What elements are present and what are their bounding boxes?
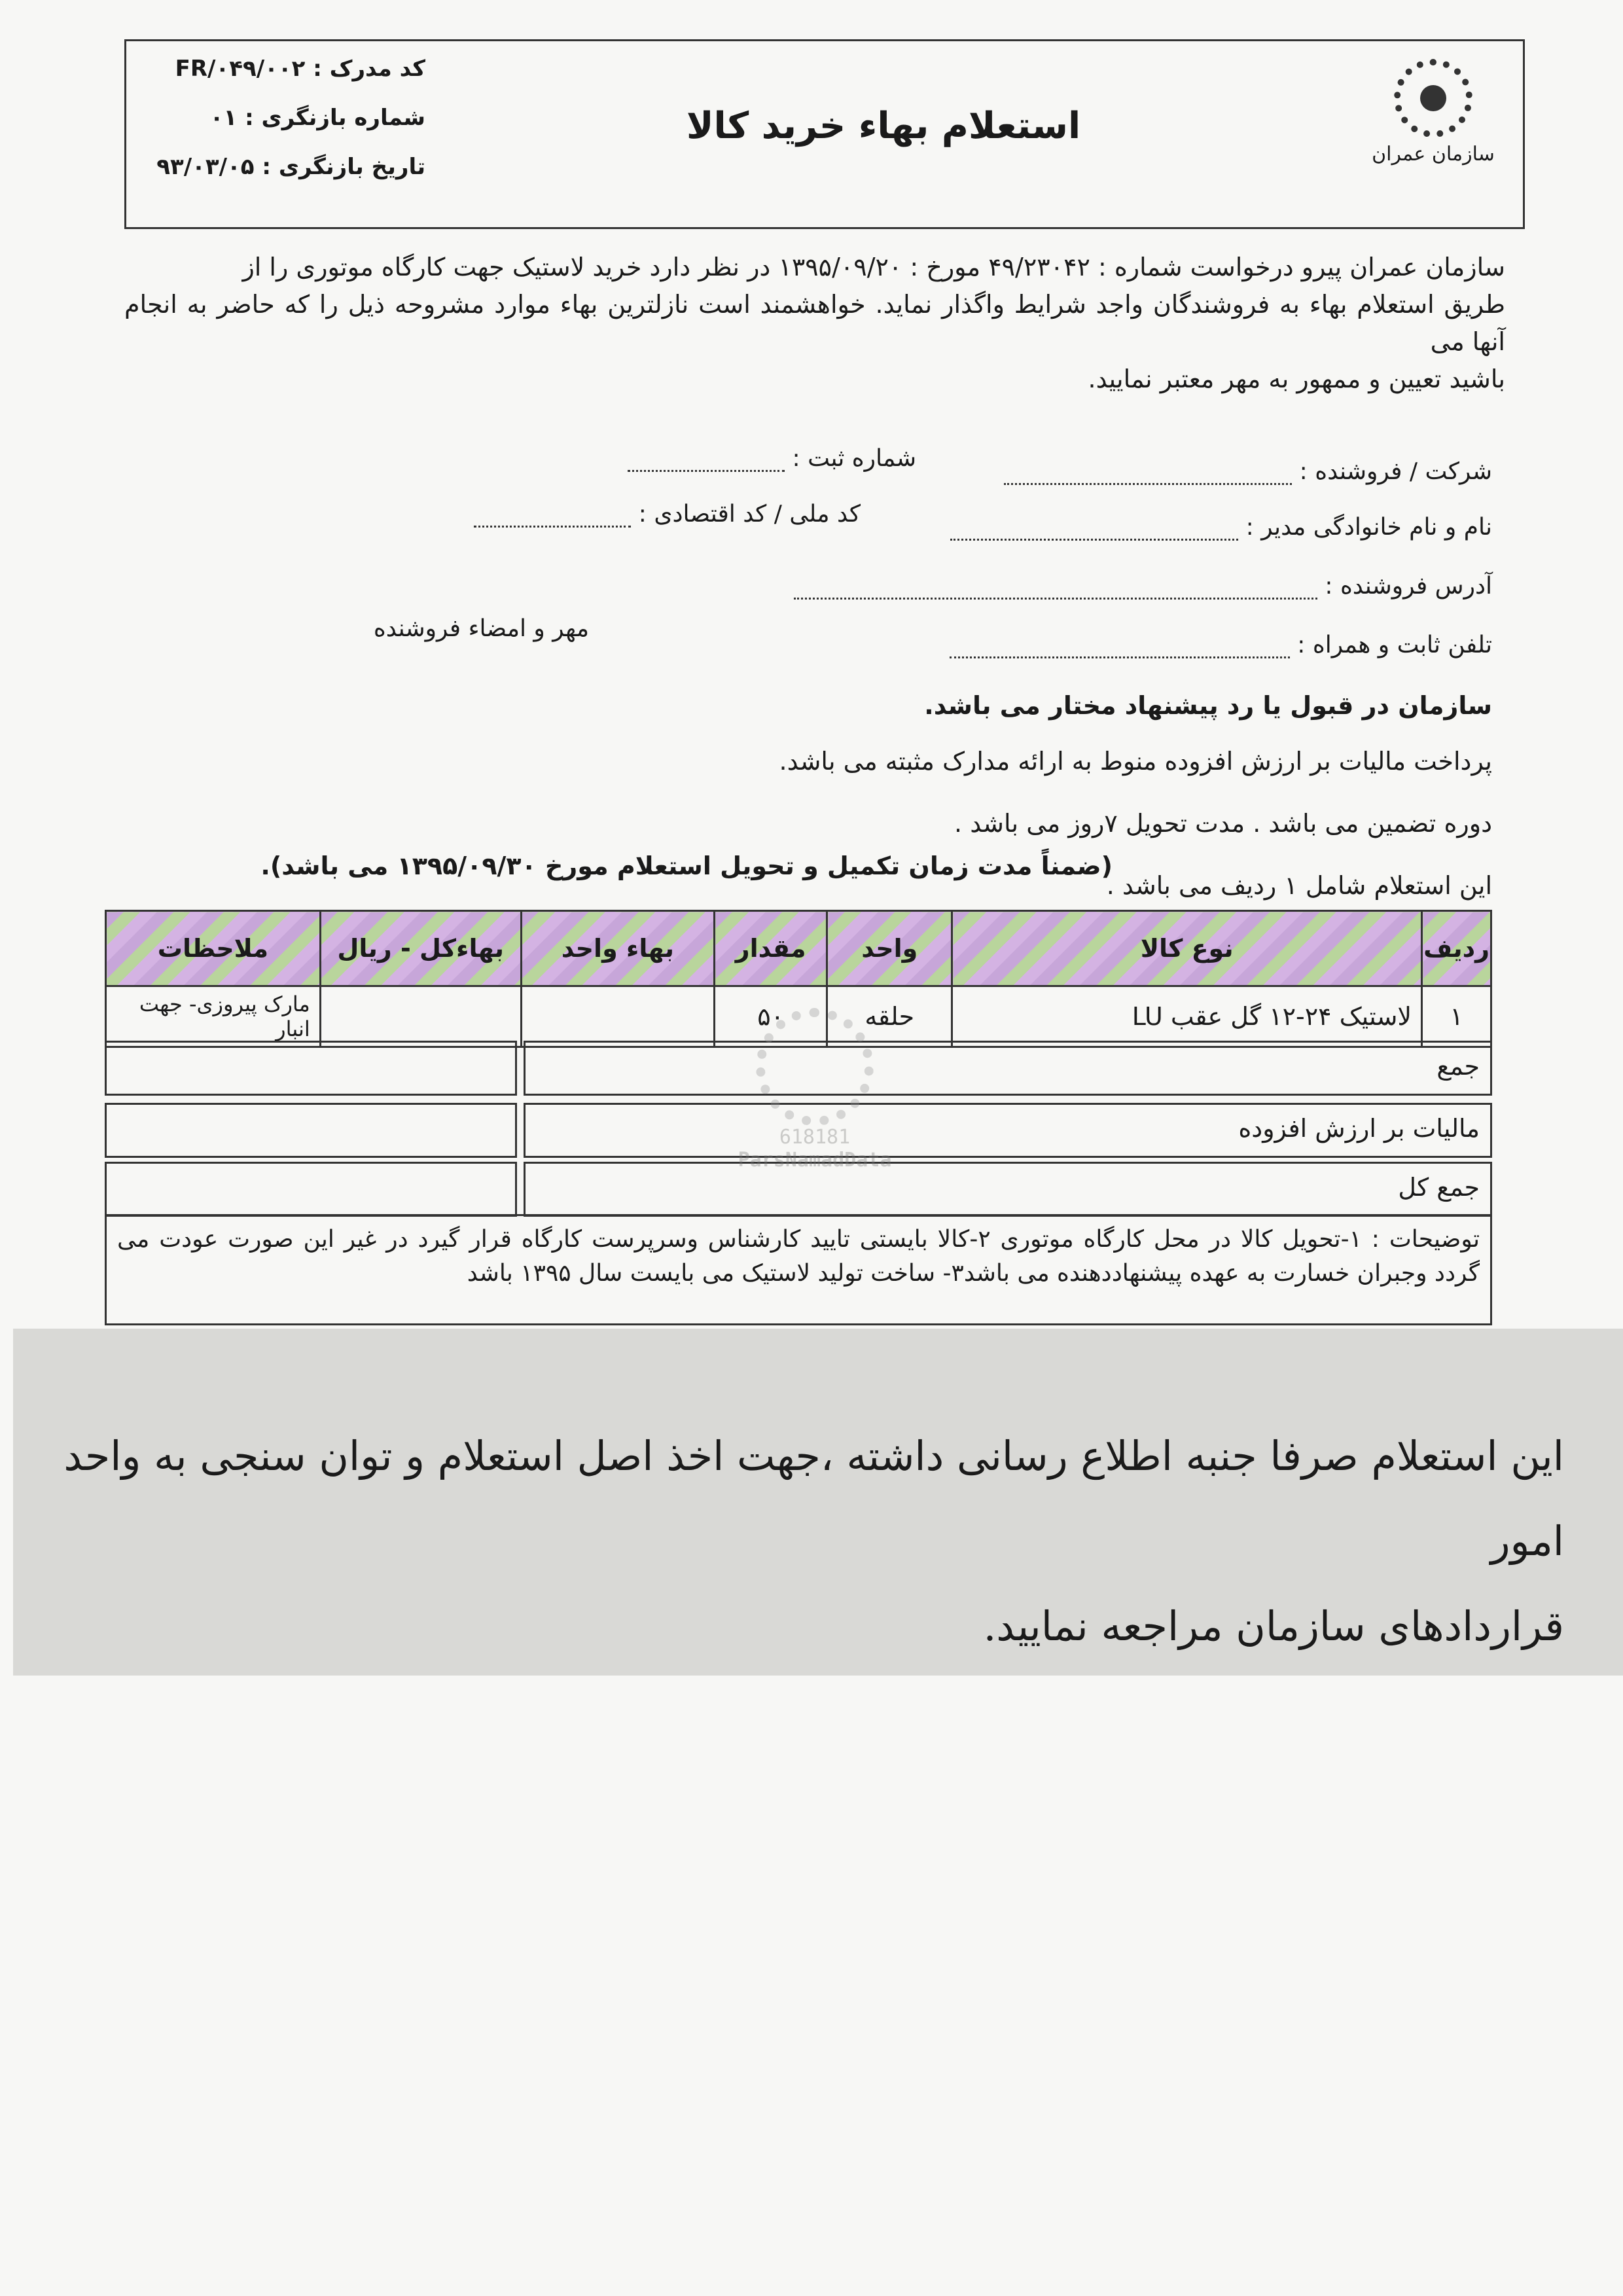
form-title: استعلام بهاء خرید کالا: [686, 105, 1081, 147]
total-value: [105, 1041, 517, 1096]
term-vat: پرداخت مالیات بر ارزش افزوده منوط به ارائه مدارک مثبته می باشد.: [779, 747, 1492, 776]
table-header-row: [106, 911, 1491, 986]
org-name: سازمان عمران: [1372, 143, 1495, 166]
revision-number: شماره بازنگری : ۰۱: [209, 105, 425, 131]
flower-logo-icon: [1394, 59, 1472, 137]
national-id-field: کد ملی / کد اقتصادی :: [474, 501, 861, 528]
doc-code: کد مدرک : FR/۰۴۹/۰۰۲: [175, 56, 425, 82]
address-field: آدرس فروشنده :: [794, 573, 1492, 600]
watermark-code: 618181: [779, 1126, 851, 1149]
notes-box: توضیحات : ۱-تحویل کالا در محل کارگاه موتوری ۲-کالا بایستی تایید کارشناس وسرپرست کارگاه قرار گیرد در غیر این صورت عودت می گردد وجبران خسارت به عهده پیشنهاددهنده می باشد۳- ساخت تولید لاستیک می بایست سال ۱۳۹۵ باشد: [105, 1214, 1492, 1325]
banner-line-2: قراردادهای سازمان مراجعه نمایید.: [983, 1602, 1564, 1651]
header-remarks: ملاحظات: [106, 911, 321, 986]
grand-total-label: جمع کل: [524, 1162, 1492, 1217]
organization-logo: [1368, 59, 1499, 203]
term-rows: این استعلام شامل ۱ ردیف می باشد .: [1106, 871, 1492, 900]
header-unit: واحد: [827, 911, 952, 986]
header-item-type: نوع کالا: [952, 911, 1422, 986]
phone-field: تلفن ثابت و همراه :: [950, 632, 1492, 658]
total-label: جمع: [524, 1041, 1492, 1096]
registration-field: شماره ثبت :: [628, 445, 916, 472]
revision-date: تاریخ بازنگری : ۹۳/۰۳/۰۵: [156, 154, 425, 180]
watermark-brand: ParsNamadData: [738, 1149, 892, 1172]
cell-remarks: مارک پیروزی- جهت انبار: [106, 986, 321, 1047]
info-banner-text: [59, 1414, 1564, 1670]
header-row-number: ردیف: [1422, 911, 1491, 986]
cell-row-number: ۱: [1422, 986, 1491, 1047]
banner-line-1: این استعلام صرفا جنبه اطلاع رسانی داشته ،جهت اخذ اصل استعلام و توان سنجی به واحد امور: [63, 1432, 1564, 1566]
intro-line-3: باشید تعیین و ممهور به مهر معتبر نمایید.: [1088, 365, 1505, 393]
intro-line-2: طریق استعلام بهاء به فروشندگان واجد شرایط واگذار نماید. خواهشمند است نازلترین بهاء موارد مشروحه ذیل را که حاضر به انجام آنها می: [124, 290, 1505, 356]
term-warranty: دوره تضمین می باشد . مدت تحویل ۷روز می باشد .: [954, 809, 1492, 838]
header-quantity: مقدار: [715, 911, 827, 986]
cell-item-type: لاستیک ۲۴-۱۲ گل عقب LU: [952, 986, 1422, 1047]
header-unit-price: بهاء واحد: [521, 911, 714, 986]
cell-quantity: ۵۰: [715, 986, 827, 1047]
watermark-flower-icon: [756, 1008, 874, 1126]
manager-name-field: نام و نام خانوادگی مدیر :: [950, 514, 1492, 541]
grand-total-value: [105, 1162, 517, 1217]
cell-total-price: [320, 986, 521, 1047]
seller-seal-label: مهر و امضاء فروشنده: [373, 615, 589, 642]
term-choice: سازمان در قبول یا رد پیشنهاد مختار می باشد.: [924, 691, 1492, 720]
intro-paragraph: [124, 249, 1505, 398]
term-deadline: (ضمناً مدت زمان تکمیل و تحویل استعلام مورخ ۱۳۹۵/۰۹/۳۰ می باشد).: [260, 852, 1113, 880]
cell-unit: حلقه: [827, 986, 952, 1047]
company-field: شرکت / فروشنده :: [1004, 458, 1492, 485]
header-total-price: بهاءکل - ریال: [320, 911, 521, 986]
intro-line-1: سازمان عمران پیرو درخواست شماره : ۴۹/۲۳۰۴۲ مورخ : ۱۳۹۵/۰۹/۲۰ در نظر دارد خرید لاستیک جهت کارگاه موتوری را از: [242, 253, 1505, 281]
vat-value: [105, 1103, 517, 1158]
vat-label: مالیات بر ارزش افزوده: [524, 1103, 1492, 1158]
